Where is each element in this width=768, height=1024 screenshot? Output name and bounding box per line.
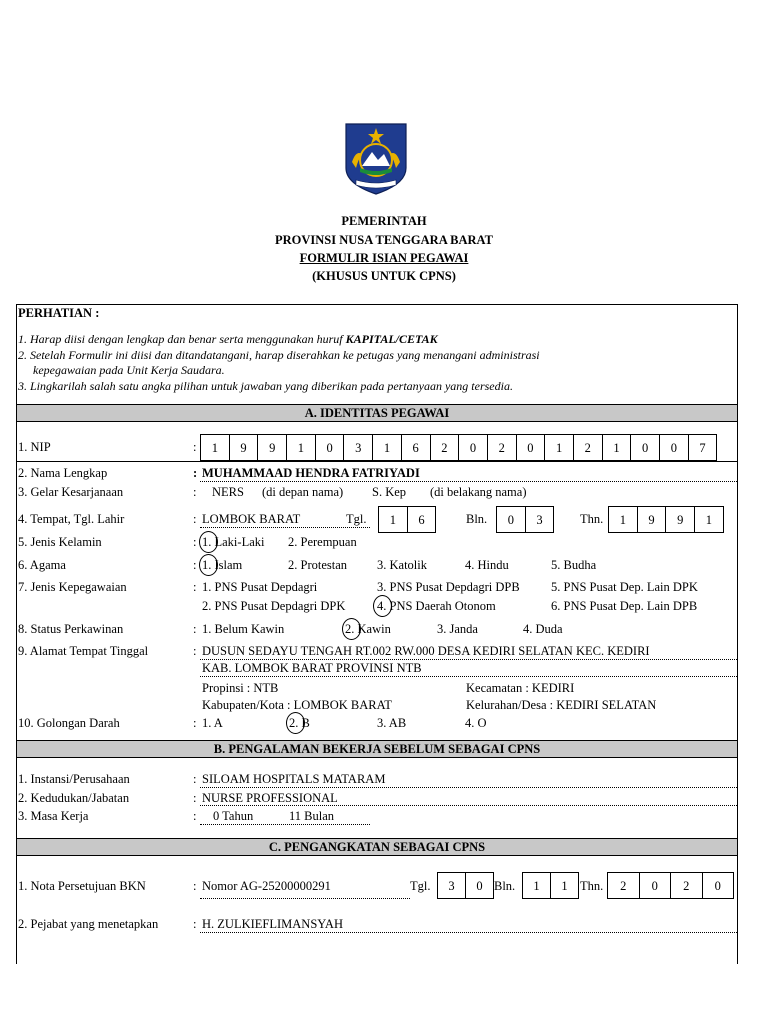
pejabat-label: 2. Pejabat yang menetapkan [18,917,159,931]
nip-row-divider [17,461,737,462]
nota-thn-digit-1[interactable]: 2 [607,872,640,899]
jk-selected-circle [199,531,218,553]
nip-digit-17[interactable]: 0 [659,434,689,461]
jp-option-5[interactable]: 5. PNS Pusat Dep. Lain DPK [551,580,698,594]
attention-title: PERHATIAN : [18,306,100,320]
jp-selected-circle [373,595,392,617]
alamat-label: 9. Alamat Tempat Tinggal [18,644,149,658]
jk-option-1[interactable]: 1. Laki-Laki [202,535,265,549]
nip-digit-2[interactable]: 9 [229,434,259,461]
agama-option-4[interactable]: 4. Hindu [465,558,509,572]
sp-label: 8. Status Perkawinan [18,622,124,636]
ttl-tgl-label: Tgl. [346,512,367,526]
nip-digit-7[interactable]: 1 [372,434,402,461]
gelar-label: 3. Gelar Kesarjanaan [18,485,124,499]
gelar-belakang-value[interactable]: S. Kep [372,485,407,499]
gelar-colon: : [193,485,197,499]
instansi-value[interactable]: SILOAM HOSPITALS MATARAM [202,772,386,786]
ttl-bln-digit-2[interactable]: 3 [525,506,555,533]
masa-colon: : [193,809,197,823]
alamat-kelurahan[interactable]: Kelurahan/Desa : KEDIRI SELATAN [466,698,657,712]
jp-option-6[interactable]: 6. PNS Pusat Dep. Lain DPB [551,599,698,613]
masa-tahun-value[interactable]: 0 Tahun [213,809,254,823]
attention-line-3: 3. Lingkarilah salah satu angka pilihan untuk jawaban yang diberikan pada pertanyaan yang tersedia. [18,379,513,393]
nota-tgl-digit-2[interactable]: 0 [465,872,494,899]
ttl-tgl-digit-1[interactable]: 1 [378,506,408,533]
gd-option-1[interactable]: 1. A [202,716,223,730]
header-form-title: FORMULIR ISIAN PEGAWAI [299,251,469,265]
nip-digit-12[interactable]: 0 [516,434,546,461]
nip-label: 1. NIP [18,440,51,454]
nama-label: 2. Nama Lengkap [18,466,108,480]
sp-option-4[interactable]: 4. Duda [523,622,563,636]
pejabat-colon: : [193,917,197,931]
sp-option-3[interactable]: 3. Janda [437,622,478,636]
nip-digit-13[interactable]: 1 [544,434,574,461]
alamat-dotted-line-1 [200,659,737,660]
nota-tgl-digit-1[interactable]: 3 [437,872,466,899]
ttl-thn-digit-3[interactable]: 9 [665,506,695,533]
nip-digit-18[interactable]: 7 [688,434,718,461]
ttl-thn-digit-2[interactable]: 9 [637,506,667,533]
nota-tgl-boxes[interactable] [437,872,493,899]
ttl-thn-boxes[interactable] [608,506,723,533]
nip-digit-15[interactable]: 1 [602,434,632,461]
nama-value[interactable]: MUHAMMAAD HENDRA FATRIYADI [202,466,420,480]
sp-selected-circle [342,618,361,640]
agama-label: 6. Agama [18,558,66,572]
instansi-colon: : [193,772,197,786]
ttl-thn-label: Thn. [580,512,604,526]
alamat-kabupaten[interactable]: Kabupaten/Kota : LOMBOK BARAT [202,698,392,712]
sp-colon: : [193,622,197,636]
ttl-place-value[interactable]: LOMBOK BARAT [202,512,301,526]
nota-thn-digit-2[interactable]: 0 [639,872,672,899]
agama-option-2[interactable]: 2. Protestan [288,558,348,572]
jp-option-1[interactable]: 1. PNS Pusat Depdagri [202,580,318,594]
nip-digit-8[interactable]: 6 [401,434,431,461]
jabatan-value[interactable]: NURSE PROFESSIONAL [202,791,338,805]
ttl-colon: : [193,512,197,526]
jabatan-label: 2. Kedudukan/Jabatan [18,791,130,805]
ntb-emblem-logo [344,122,408,196]
nip-digit-4[interactable]: 1 [286,434,316,461]
ttl-bln-digit-1[interactable]: 0 [496,506,526,533]
nota-bln-digit-1[interactable]: 1 [522,872,551,899]
jabatan-colon: : [193,791,197,805]
alamat-dotted-line-2 [200,676,737,677]
alamat-line-2[interactable]: KAB. LOMBOK BARAT PROVINSI NTB [202,661,422,675]
ttl-thn-digit-1[interactable]: 1 [608,506,638,533]
jp-label: 7. Jenis Kepegawaian [18,580,127,594]
alamat-kecamatan[interactable]: Kecamatan : KEDIRI [466,681,575,695]
nip-digit-1[interactable]: 1 [200,434,230,461]
pejabat-dotted-line [200,932,737,933]
agama-option-3[interactable]: 3. Katolik [377,558,427,572]
nota-bln-digit-2[interactable]: 1 [550,872,579,899]
nota-thn-boxes[interactable] [607,872,733,899]
agama-selected-circle [199,554,218,576]
jp-colon: : [193,580,197,594]
instansi-dotted-line [200,787,737,788]
nip-digit-5[interactable]: 0 [315,434,345,461]
nota-bln-label: Bln. [494,879,516,893]
attention-line-2b: kepegawaian pada Unit Kerja Saudara. [33,363,225,377]
nota-thn-label: Thn. [580,879,604,893]
nip-colon: : [193,440,197,454]
nip-digit-16[interactable]: 0 [630,434,660,461]
section-c-header: C. PENGANGKATAN SEBAGAI CPNS [17,838,737,856]
header-province: PROVINSI NUSA TENGGARA BARAT [275,233,493,247]
agama-colon: : [193,558,197,572]
nota-dotted-line [200,898,410,899]
gd-option-2[interactable]: 2. B [289,716,310,730]
nip-digit-14[interactable]: 2 [573,434,603,461]
jk-colon: : [193,535,197,549]
gd-label: 10. Golongan Darah [18,716,120,730]
pejabat-value[interactable]: H. ZULKIEFLIMANSYAH [202,917,343,931]
nip-digit-9[interactable]: 2 [430,434,460,461]
ttl-place-dotted-line [200,527,370,528]
alamat-colon: : [193,644,197,658]
jp-option-3[interactable]: 3. PNS Pusat Depdagri DPB [377,580,520,594]
nota-thn-digit-3[interactable]: 2 [670,872,703,899]
nota-thn-digit-4[interactable]: 0 [702,872,735,899]
gelar-depan-value[interactable]: NERS [212,485,244,499]
gelar-depan-note: (di depan nama) [262,485,344,499]
jk-option-2[interactable]: 2. Perempuan [288,535,357,549]
nip-digit-10[interactable]: 0 [458,434,488,461]
nip-boxes[interactable] [200,434,716,461]
attention-line-1: 1. Harap diisi dengan lengkap dan benar serta menggunakan huruf KAPITAL/CETAK [18,332,438,346]
gd-colon: : [193,716,197,730]
nama-dotted-line [200,481,737,482]
section-a-header: A. IDENTITAS PEGAWAI [17,404,737,422]
masa-bulan-value[interactable]: 11 Bulan [289,809,335,823]
ttl-thn-digit-4[interactable]: 1 [694,506,724,533]
nota-tgl-label: Tgl. [410,879,431,893]
agama-option-5[interactable]: 5. Budha [551,558,597,572]
jk-label: 5. Jenis Kelamin [18,535,102,549]
jabatan-dotted-line [200,805,737,806]
header-government: PEMERINTAH [341,214,427,228]
ttl-bln-label: Bln. [466,512,488,526]
instansi-label: 1. Instansi/Perusahaan [18,772,130,786]
attention-line-2a: 2. Setelah Formulir ini diisi dan ditandatangani, harap diserahkan ke petugas yang menangani administrasi [18,348,540,362]
nama-colon: : [193,466,198,480]
header-form-subtitle: (KHUSUS UNTUK CPNS) [312,269,456,283]
nota-bln-boxes[interactable] [522,872,578,899]
alamat-propinsi[interactable]: Propinsi : NTB [202,681,279,695]
gd-option-3[interactable]: 3. AB [377,716,407,730]
agama-option-1[interactable]: 1. Islam [202,558,243,572]
nip-digit-6[interactable]: 3 [343,434,373,461]
sp-option-1[interactable]: 1. Belum Kawin [202,622,285,636]
jp-option-4[interactable]: 4. PNS Daerah Otonom [377,599,496,613]
nip-digit-11[interactable]: 2 [487,434,517,461]
jp-option-2[interactable]: 2. PNS Pusat Depdagri DPK [202,599,346,613]
gd-option-4[interactable]: 4. O [465,716,487,730]
gd-selected-circle [286,712,305,734]
ttl-label: 4. Tempat, Tgl. Lahir [18,512,125,526]
gelar-belakang-note: (di belakang nama) [430,485,527,499]
nota-label: 1. Nota Persetujuan BKN [18,879,146,893]
ttl-tgl-boxes[interactable] [378,506,435,533]
masa-dotted-line [200,824,370,825]
nota-colon: : [193,879,197,893]
section-b-header: B. PENGALAMAN BEKERJA SEBELUM SEBAGAI CPNS [17,740,737,758]
ttl-tgl-digit-2[interactable]: 6 [407,506,437,533]
ttl-bln-boxes[interactable] [496,506,553,533]
nota-value[interactable]: Nomor AG-25200000291 [202,879,331,893]
masa-label: 3. Masa Kerja [18,809,89,823]
alamat-line-1[interactable]: DUSUN SEDAYU TENGAH RT.002 RW.000 DESA KEDIRI SELATAN KEC. KEDIRI [202,644,650,658]
sp-option-2[interactable]: 2. Kawin [345,622,391,636]
nip-digit-3[interactable]: 9 [257,434,287,461]
